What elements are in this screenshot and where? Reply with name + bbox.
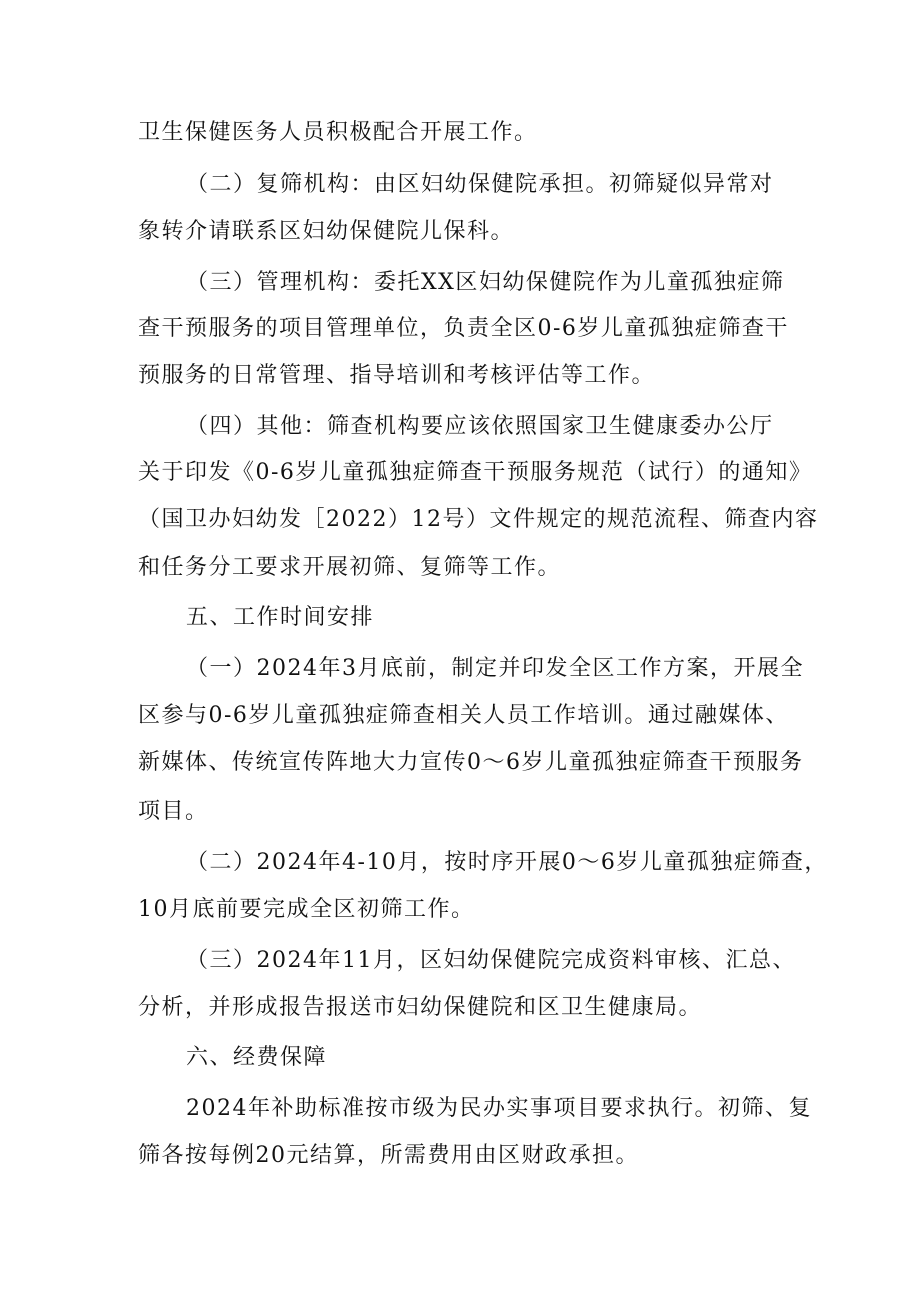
paragraph-guanli-jigou: （三）管理机构：委托XX区妇幼保健院作为儿童孤独症筛: [186, 270, 785, 295]
section-heading-funding: 六、经费保障: [186, 1045, 328, 1070]
paragraph-funding: 2024年补助标准按市级为民办实事项目要求执行。初筛、复: [186, 1096, 812, 1121]
text-line: 新媒体、传统宣传阵地大力宣传0～6岁儿童孤独症筛查干预服务: [138, 750, 804, 775]
text-line: （国卫办妇幼发［2022）12号）文件规定的规范流程、筛查内容: [138, 507, 819, 532]
text-line: 象转介请联系区妇幼保健院儿保科。: [138, 219, 515, 244]
section-heading-schedule: 五、工作时间安排: [186, 605, 375, 630]
text-line: 和任务分工要求开展初筛、复筛等工作。: [138, 555, 562, 580]
text-line: 分析，并形成报告报送市妇幼保健院和区卫生健康局。: [138, 995, 703, 1020]
paragraph-schedule-1: （一）2024年3月底前，制定并印发全区工作方案，开展全: [186, 656, 804, 681]
paragraph-qita: （四）其他：筛查机构要应该依照国家卫生健康委办公厅: [186, 414, 774, 439]
text-line: 卫生保健医务人员积极配合开展工作。: [138, 120, 538, 145]
text-line: 关于印发《0-6岁儿童孤独症筛查干预服务规范（试行）的通知》: [138, 460, 813, 485]
text-line: 查干预服务的项目管理单位，负责全区0-6岁儿童孤独症筛查干: [138, 316, 789, 341]
paragraph-fushai-jigou: （二）复筛机构：由区妇幼保健院承担。初筛疑似异常对: [186, 172, 774, 197]
text-line: 10月底前要完成全区初筛工作。: [138, 897, 475, 922]
text-line: 筛各按每例20元结算，所需费用由区财政承担。: [138, 1143, 639, 1168]
paragraph-schedule-2: （二）2024年4-10月，按时序开展0～6岁儿童孤独症筛查，: [186, 850, 828, 875]
text-line: 区参与0-6岁儿童孤独症筛查相关人员工作培训。通过融媒体、: [138, 703, 789, 728]
paragraph-schedule-3: （三）2024年11月，区妇幼保健院完成资料审核、汇总、: [186, 948, 796, 973]
text-line: 预服务的日常管理、指导培训和考核评估等工作。: [138, 363, 656, 388]
text-line: 项目。: [138, 799, 209, 824]
